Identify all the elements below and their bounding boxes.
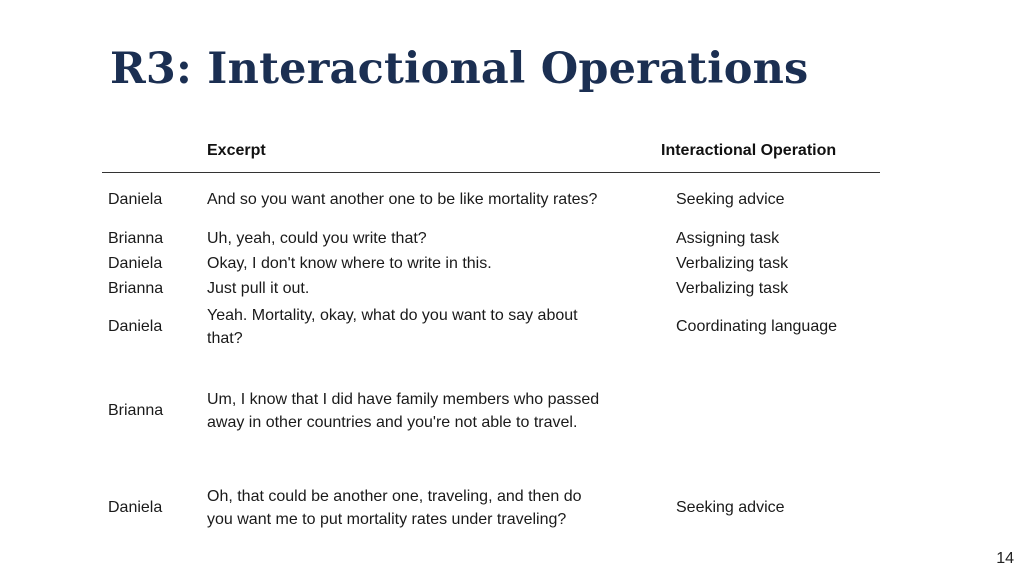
row-3-excerpt-line-1: Just pull it out. <box>207 280 310 297</box>
page-number: 14 <box>996 550 1014 567</box>
row-4-operation: Coordinating language <box>676 318 838 335</box>
header-interactional-operation: Interactional Operation <box>661 142 837 159</box>
header-excerpt: Excerpt <box>207 142 266 159</box>
row-3-operation: Verbalizing task <box>676 280 789 297</box>
row-6-operation: Seeking advice <box>676 499 785 516</box>
row-3-speaker: Brianna <box>108 280 164 297</box>
row-5-excerpt-line-2: away in other countries and you're not able to travel. <box>207 414 578 431</box>
row-1-excerpt-line-1: Uh, yeah, could you write that? <box>207 230 427 247</box>
row-6-speaker: Daniela <box>108 499 163 516</box>
row-4-excerpt-line-1: Yeah. Mortality, okay, what do you want to say about <box>207 307 578 324</box>
row-5-speaker: Brianna <box>108 402 164 419</box>
row-5-excerpt-line-1: Um, I know that I did have family members who passed <box>207 391 600 408</box>
row-2-speaker: Daniela <box>108 255 163 272</box>
row-6-excerpt-line-1: Oh, that could be another one, traveling, and then do <box>207 488 582 505</box>
row-0-operation: Seeking advice <box>676 191 785 208</box>
row-2-operation: Verbalizing task <box>676 255 789 272</box>
row-1-operation: Assigning task <box>676 230 780 247</box>
row-2-excerpt-line-1: Okay, I don't know where to write in this. <box>207 255 492 272</box>
row-6-excerpt-line-2: you want me to put mortality rates under traveling? <box>207 511 567 528</box>
row-0-speaker: Daniela <box>108 191 163 208</box>
row-4-excerpt-line-2: that? <box>207 330 243 347</box>
header-rule <box>102 172 880 173</box>
slide-title: R3: Interactional Operations <box>110 44 809 94</box>
row-4-speaker: Daniela <box>108 318 163 335</box>
row-0-excerpt-line-1: And so you want another one to be like mortality rates? <box>207 191 598 208</box>
row-1-speaker: Brianna <box>108 230 164 247</box>
